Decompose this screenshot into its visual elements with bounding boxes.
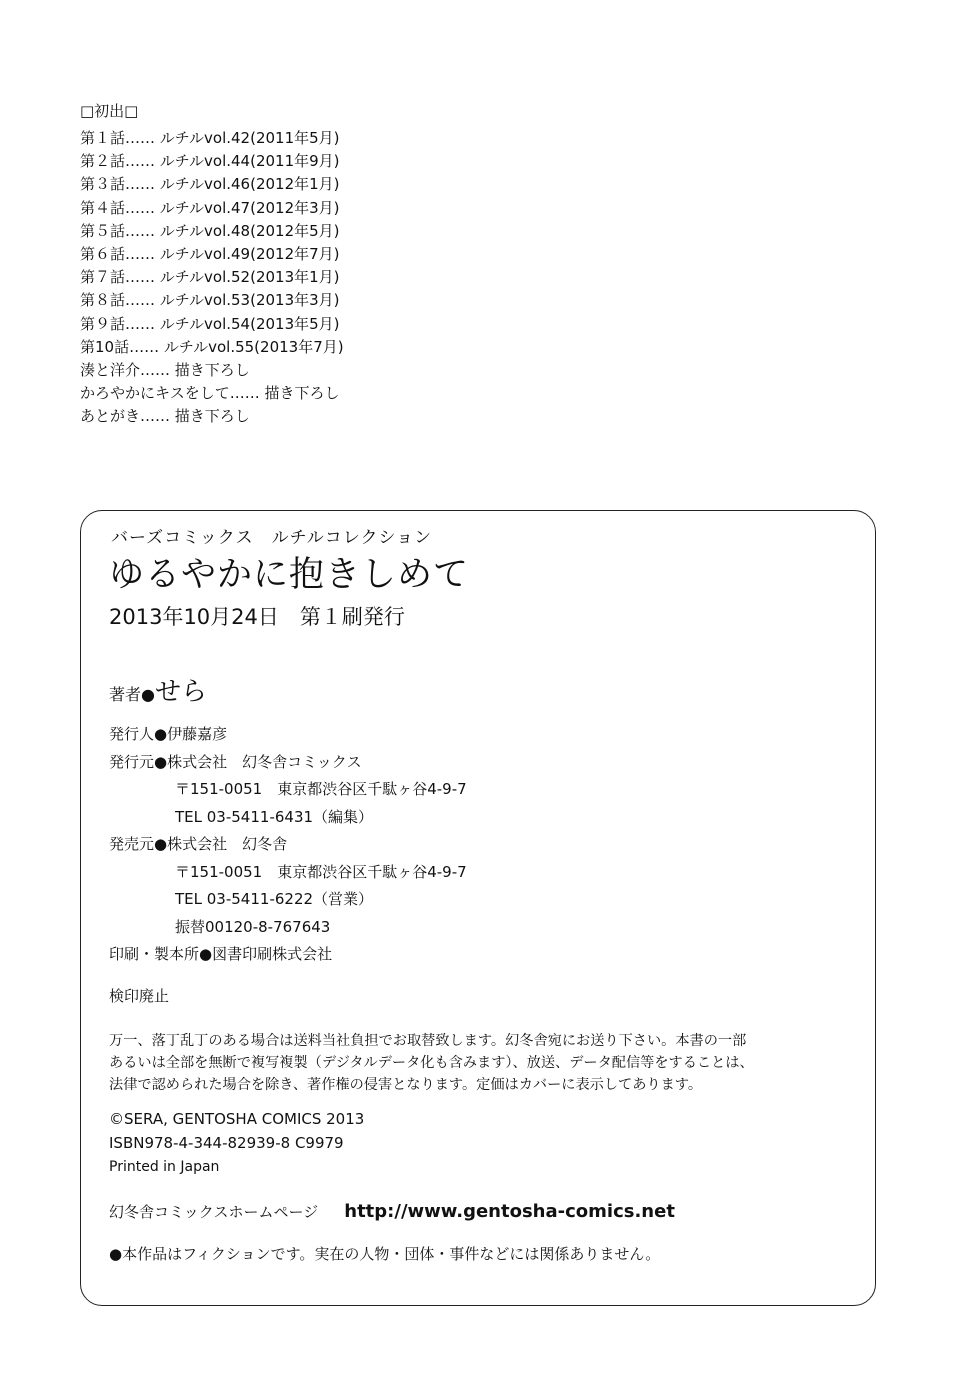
publisher-person: 発行人●伊藤嘉彦 <box>109 725 228 743</box>
origin-item: 第９話…… ルチルvol.54(2013年5月) <box>80 314 340 333</box>
origin-item: 第２話…… ルチルvol.44(2011年9月) <box>80 152 340 171</box>
homepage-line <box>109 1201 675 1222</box>
author-label: 著者● <box>109 685 155 704</box>
printed-in: Printed in Japan <box>109 1159 220 1175</box>
origin-item: かろやかにキスをして…… 描き下ろし <box>80 384 340 403</box>
homepage-label: 幻冬舎コミックスホームページ <box>109 1203 319 1221</box>
legal-notice-line: あるいは全部を無断で複写複製（デジタルデータ化も含みます）、放送、データ配信等をすることは、 <box>109 1055 754 1071</box>
publisher-address: 〒151-0051 東京都渋谷区千駄ヶ谷4-9-7 <box>175 780 467 798</box>
copyright: ©SERA, GENTOSHA COMICS 2013 <box>109 1110 365 1128</box>
book-title: ゆるやかに抱きしめて <box>109 555 470 595</box>
author-name: せら <box>154 677 207 707</box>
printer: 印刷・製本所●図書印刷株式会社 <box>109 945 333 963</box>
origin-item: あとがき…… 描き下ろし <box>80 407 250 426</box>
first-publication-heading: □初出□ <box>80 102 139 120</box>
distributor-address: 〒151-0051 東京都渋谷区千駄ヶ谷4-9-7 <box>175 862 467 881</box>
legal-notice <box>109 1030 754 1096</box>
homepage-url[interactable]: http://www.gentosha-comics.net <box>344 1201 675 1222</box>
distributor-phone: TEL 03-5411-6222（営業） <box>175 890 374 908</box>
isbn: ISBN978-4-344-82939-8 C9979 <box>109 1134 344 1152</box>
origin-item: 第８話…… ルチルvol.53(2013年3月) <box>80 291 340 310</box>
publisher-info <box>109 721 467 969</box>
series-name: バーズコミックス ルチルコレクション <box>111 528 433 548</box>
legal-notice-line: 法律で認められた場合を除き、著作権の侵害となります。定価はカバーに表示してあります。 <box>109 1077 703 1093</box>
origin-item: 第３話…… ルチルvol.46(2012年1月) <box>80 175 340 194</box>
author-line <box>109 671 207 708</box>
origin-item: 湊と洋介…… 描き下ろし <box>80 361 250 380</box>
colophon-box <box>80 510 876 1306</box>
publication-date: 2013年10月24日 第１刷発行 <box>109 605 405 629</box>
fiction-notice: ●本作品はフィクションです。実在の人物・団体・事件などには関係ありません。 <box>109 1245 661 1263</box>
distributor-company: 発売元●株式会社 幻冬舎 <box>109 835 288 853</box>
origin-item: 第５話…… ルチルvol.48(2012年5月) <box>80 221 340 240</box>
rights-block <box>109 1107 364 1179</box>
origin-item: 第６話…… ルチルvol.49(2012年7月) <box>80 245 340 264</box>
first-publication-list <box>80 100 580 429</box>
origin-item: 第７話…… ルチルvol.52(2013年1月) <box>80 268 340 287</box>
legal-notice-line: 万一、落丁乱丁のある場合は送料当社負担でお取替致します。幻冬舎宛にお送り下さい。本書の一部 <box>109 1033 747 1049</box>
transfer-account: 振替00120-8-767643 <box>175 917 331 936</box>
publisher-phone: TEL 03-5411-6431（編集） <box>175 807 374 826</box>
stamp-abolished: 検印廃止 <box>109 987 170 1005</box>
origin-item: 第４話…… ルチルvol.47(2012年3月) <box>80 198 340 217</box>
origin-item: 第10話…… ルチルvol.55(2013年7月) <box>80 337 344 356</box>
origin-item: 第１話…… ルチルvol.42(2011年5月) <box>80 129 340 147</box>
publisher-company: 発行元●株式会社 幻冬舎コミックス <box>109 752 362 771</box>
